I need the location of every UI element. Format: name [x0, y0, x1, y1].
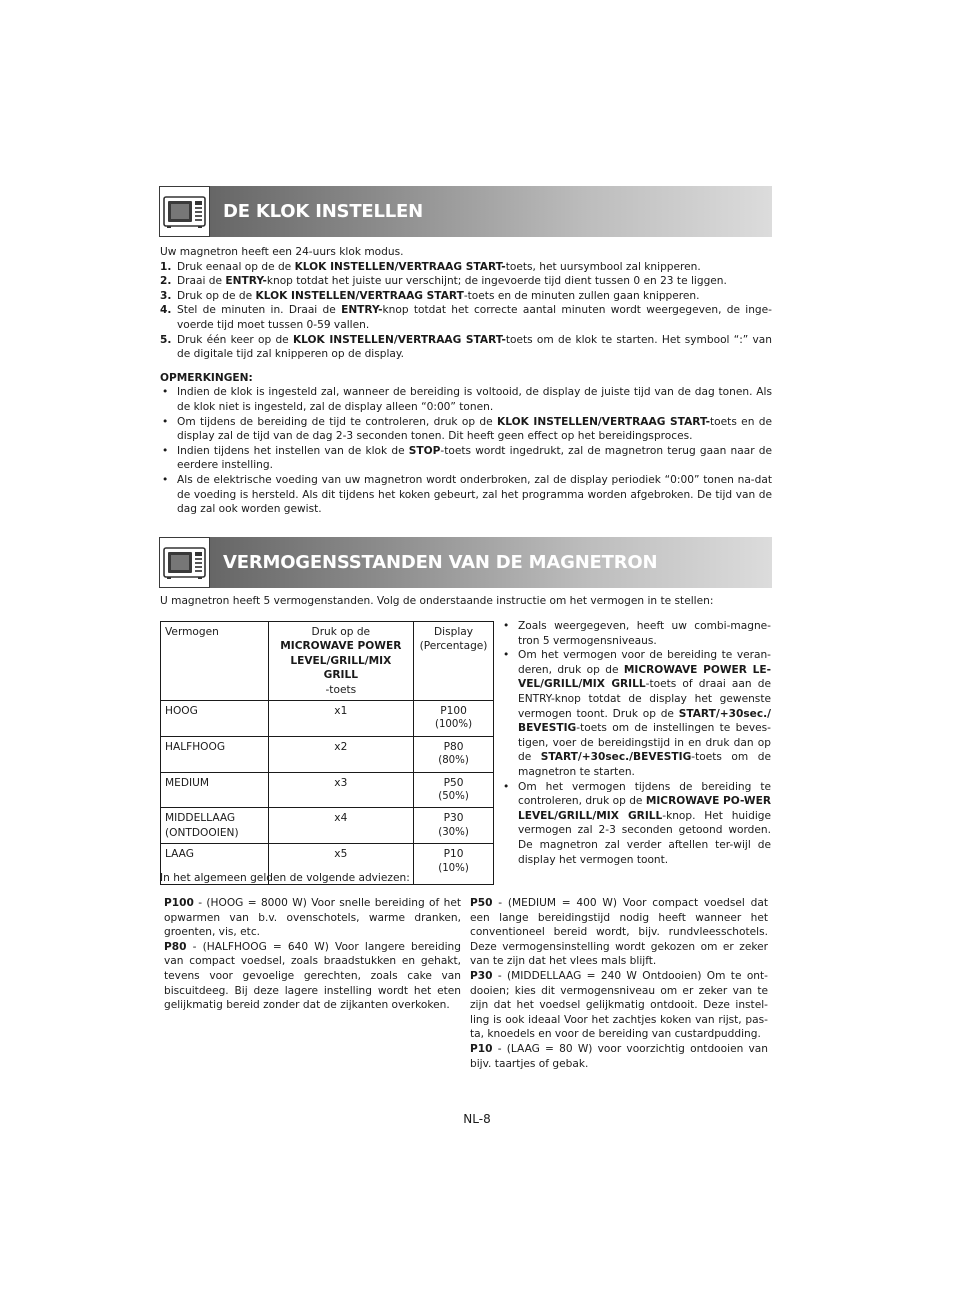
text-segment: Draai de	[177, 275, 226, 288]
text-segment: ENTRY-	[341, 304, 383, 317]
display-code: P10	[443, 848, 464, 861]
text-segment: -toets wordt ingedrukt, zal de magnetron terug gaan naar de eerdere instelling.	[177, 444, 772, 472]
advice-code: P10	[470, 1042, 493, 1055]
advice-paragraph	[164, 896, 461, 940]
section-banner-power	[159, 537, 772, 588]
notes-heading: OPMERKINGEN:	[160, 371, 253, 384]
advice-intro: In het algemeen gelden de volgende adviezen:	[160, 872, 410, 884]
section-title: VERMOGENSSTANDEN VAN DE MAGNETRON	[223, 552, 658, 573]
power-name-cell	[161, 701, 269, 737]
display-percent: (50%)	[438, 791, 469, 803]
power-name-cell	[161, 772, 269, 808]
text-segment: Indien de klok is ingesteld zal, wanneer de bereiding is voltooid, de display de juiste tijd van de dag tonen. Als de klok niet is ingesteld, zal de display alleen “0:00” tonen.	[177, 386, 772, 413]
power-bullet-item	[501, 648, 771, 779]
step-item	[160, 303, 772, 332]
text-segment: -toets of draai aan de ENTRY-knop totdat de display het gewenste vermogen toont. Druk op de	[518, 678, 772, 720]
table-row	[161, 736, 494, 772]
bullet-icon: •	[503, 649, 510, 662]
display-code: P50	[443, 776, 464, 789]
advice-right-column	[470, 896, 768, 1071]
text-segment: -knop. Het huidige vermogen zal 2-3 seconden getoond worden. De magnetron zal verder aftellen ter-wijl de display het vermogen toont.	[518, 809, 771, 866]
text-segment: KLOK INSTELLEN/VERTRAAG START-	[294, 260, 506, 273]
col-header-display: Display (Percentage)	[414, 622, 494, 701]
advice-code: P30	[470, 969, 493, 982]
text-segment: knop totdat het juiste uur verschijnt; de ingevoerde tijd dient tussen 0 en 23 te liggen.	[266, 275, 727, 288]
text-segment: KLOK INSTELLEN/VERTRAAG START	[255, 289, 464, 302]
power-bullet-item	[501, 780, 771, 868]
text-segment: ENTRY-	[225, 275, 267, 288]
text-segment: MICROWAVE POWER LE-VEL/GRILL/MIX GRILL	[518, 663, 772, 691]
note-item	[160, 385, 772, 414]
table-header-row	[161, 622, 494, 701]
text-segment: START/+30sec./BEVESTIG	[540, 751, 692, 764]
page-number: NL-8	[463, 1112, 491, 1126]
text-segment: KLOK INSTELLEN/VERTRAAG START-	[292, 333, 506, 346]
advice-text: - (HOOG = 8000 W) Voor snelle bereiding of het opwarmen van b.v. ovenschotels, warme dranken, groenten, vis, etc.	[164, 897, 461, 939]
display-percent: (10%)	[438, 862, 469, 874]
text-segment: knop totdat het correcte aantal minuten wordt weergegeven, de inge-voerde tijd moet tussen 0-59 vallen.	[177, 304, 773, 331]
power-name-cell	[161, 808, 269, 844]
power-name-cell	[161, 736, 269, 772]
power-intro: U magnetron heeft 5 vermogenstanden. Volg de onderstaande instructie om het vermogen in te stellen:	[160, 595, 714, 607]
step-item	[160, 274, 772, 289]
text-segment: Druk eenaal op de de	[177, 260, 295, 273]
display-percent: (80%)	[438, 755, 469, 767]
text-segment: Indien tijdens het instellen van de klok de	[177, 444, 409, 457]
bullet-icon: •	[162, 386, 169, 399]
text-segment: toets en de display zal de tijd van de dag 2-3 seconden tonen. Dit heeft geen effect op het bereidingsproces.	[177, 415, 772, 443]
section-banner-clock	[159, 186, 772, 237]
microwave-icon	[159, 537, 210, 588]
press-count-cell: x3	[268, 772, 413, 808]
text-segment: Druk op de de	[177, 289, 256, 302]
step-number: 2.	[160, 275, 172, 288]
advice-paragraph	[470, 896, 768, 969]
text-segment: Als de elektrische voeding van uw magnetron wordt onderbroken, zal de display periodiek “0:00” tonen na-dat de voeding is hersteld. Als dit tijdens het koken gebeurt, zal het programma worden afgebroken. De tijd van de dag zal ook worden gewist.	[177, 473, 772, 516]
text-segment: START/+30sec./ BEVESTIG	[518, 707, 771, 735]
table-row	[161, 701, 494, 737]
power-name: LAAG	[165, 848, 194, 861]
bullet-icon: •	[162, 444, 169, 457]
text-segment: toets, het uursymbool zal knipperen.	[505, 260, 701, 273]
table-row	[161, 772, 494, 808]
power-bullets	[501, 619, 771, 867]
advice-text: - (MIDDELLAAG = 240 W Ontdooien) Om te ont-dooien; kies dit vermogensniveau om er zeker van te zijn dat het voedsel gelijkmatig ontdooit. Deze instel-ling is ook ideaal Voor het zachtjes koken van rijst, pas-ta, knoedels en voor de bereiding van custardpudding.	[470, 969, 768, 1041]
bullet-icon: •	[162, 473, 169, 486]
bullet-icon: •	[162, 415, 169, 428]
press-count-cell: x1	[268, 701, 413, 737]
display-code: P100	[440, 705, 467, 718]
text-segment: -toets om de magnetron te starten.	[518, 751, 771, 778]
text-segment: -toets om de instellingen te beves-tigen, voer de bereidingstijd in en druk dan op de	[518, 722, 771, 764]
press-count-cell: x2	[268, 736, 413, 772]
step-number: 5.	[160, 333, 172, 346]
text-segment: Zoals weergegeven, heeft uw combi-magne-tron 5 vermogensniveaus.	[518, 620, 771, 647]
display-code: P30	[443, 812, 464, 825]
advice-paragraph	[164, 940, 461, 1013]
advice-left-column	[164, 896, 461, 1013]
power-levels-table	[160, 621, 494, 885]
text-segment: Stel de minuten in. Draai de	[177, 304, 342, 317]
step-number: 3.	[160, 289, 172, 302]
clock-intro: Uw magnetron heeft een 24-uurs klok modus.	[160, 246, 404, 258]
col-header-press: Druk op de MICROWAVE POWER LEVEL/GRILL/MIX GRILL -toets	[268, 622, 413, 701]
note-item	[160, 473, 772, 517]
step-item	[160, 289, 772, 304]
clock-steps-list	[160, 260, 772, 362]
col-header-power: Vermogen	[161, 622, 269, 701]
power-name-sub: (ONTDOOIEN)	[165, 826, 239, 839]
bullet-icon: •	[503, 620, 510, 632]
advice-text: - (LAAG = 80 W) voor voorzichtig ontdooien van bijv. taartjes of gebak.	[470, 1042, 768, 1070]
display-percent: (100%)	[434, 719, 473, 731]
text-segment: Druk één keer op de	[177, 333, 293, 346]
text-segment: toets om de klok te starten. Het symbool “:” van de digitale tijd zal knipperen op de display.	[177, 333, 773, 361]
section-title: DE KLOK INSTELLEN	[223, 201, 423, 222]
display-cell	[414, 701, 494, 737]
text-segment: Om tijdens de bereiding de tijd te controleren, druk op de	[177, 415, 497, 428]
text-segment: KLOK INSTELLEN/VERTRAAG START-	[496, 415, 711, 428]
notes-list	[160, 385, 772, 516]
microwave-icon	[159, 186, 210, 237]
advice-text: - (MEDIUM = 400 W) Voor compact voedsel dat een lange bereidingstijd nodig heeft wanneer het conventioneel bereid wordt, bijv. rundvleesschotels. Deze vermogensinstelling wordt gekozen om er zeker van te zijn dat het vlees mals blijft.	[470, 897, 768, 968]
step-item	[160, 260, 772, 275]
text-segment: Om het vermogen voor de bereiding te veran-deren, druk op de	[518, 649, 771, 676]
text-segment: MICROWAVE PO-WER LEVEL/GRILL/MIX GRILL	[518, 795, 772, 822]
text-segment: -toets en de minuten zullen gaan knipperen.	[463, 289, 700, 302]
power-name: HALFHOOG	[165, 740, 226, 753]
advice-paragraph	[470, 969, 768, 1042]
advice-code: P80	[164, 940, 187, 953]
table-row	[161, 808, 494, 844]
note-item	[160, 444, 772, 473]
note-item	[160, 415, 772, 444]
display-cell	[414, 772, 494, 808]
display-cell	[414, 736, 494, 772]
power-bullet-item	[501, 619, 771, 648]
power-name: MIDDELLAAG	[165, 812, 236, 825]
power-name: MEDIUM	[165, 776, 210, 789]
display-code: P80	[443, 740, 464, 753]
clock-section-body	[160, 245, 772, 517]
step-item	[160, 333, 772, 362]
text-segment: STOP	[408, 444, 441, 457]
display-percent: (30%)	[438, 826, 469, 838]
advice-text: - (HALFHOOG = 640 W) Voor langere bereiding van compact voedsel, zoals braadstukken en gehakt, tevens voor gevoelige gerechten, zoals cake van biscuitdeeg. Bij deze lagere instelling wordt het eten gelijkmatig bereid zonder dat de zijkanten overkoken.	[164, 940, 461, 1012]
step-number: 4.	[160, 304, 172, 317]
advice-code: P50	[470, 897, 493, 909]
display-cell	[414, 808, 494, 844]
advice-paragraph	[470, 1042, 768, 1071]
step-number: 1.	[160, 260, 172, 273]
text-segment: Om het vermogen tijdens de bereiding te controleren, druk op de	[518, 780, 771, 808]
power-name: HOOG	[165, 705, 198, 718]
press-count-cell: x5	[268, 844, 413, 885]
bullet-icon: •	[503, 780, 510, 793]
press-count-cell: x4	[268, 808, 413, 844]
advice-code: P100	[164, 897, 194, 909]
